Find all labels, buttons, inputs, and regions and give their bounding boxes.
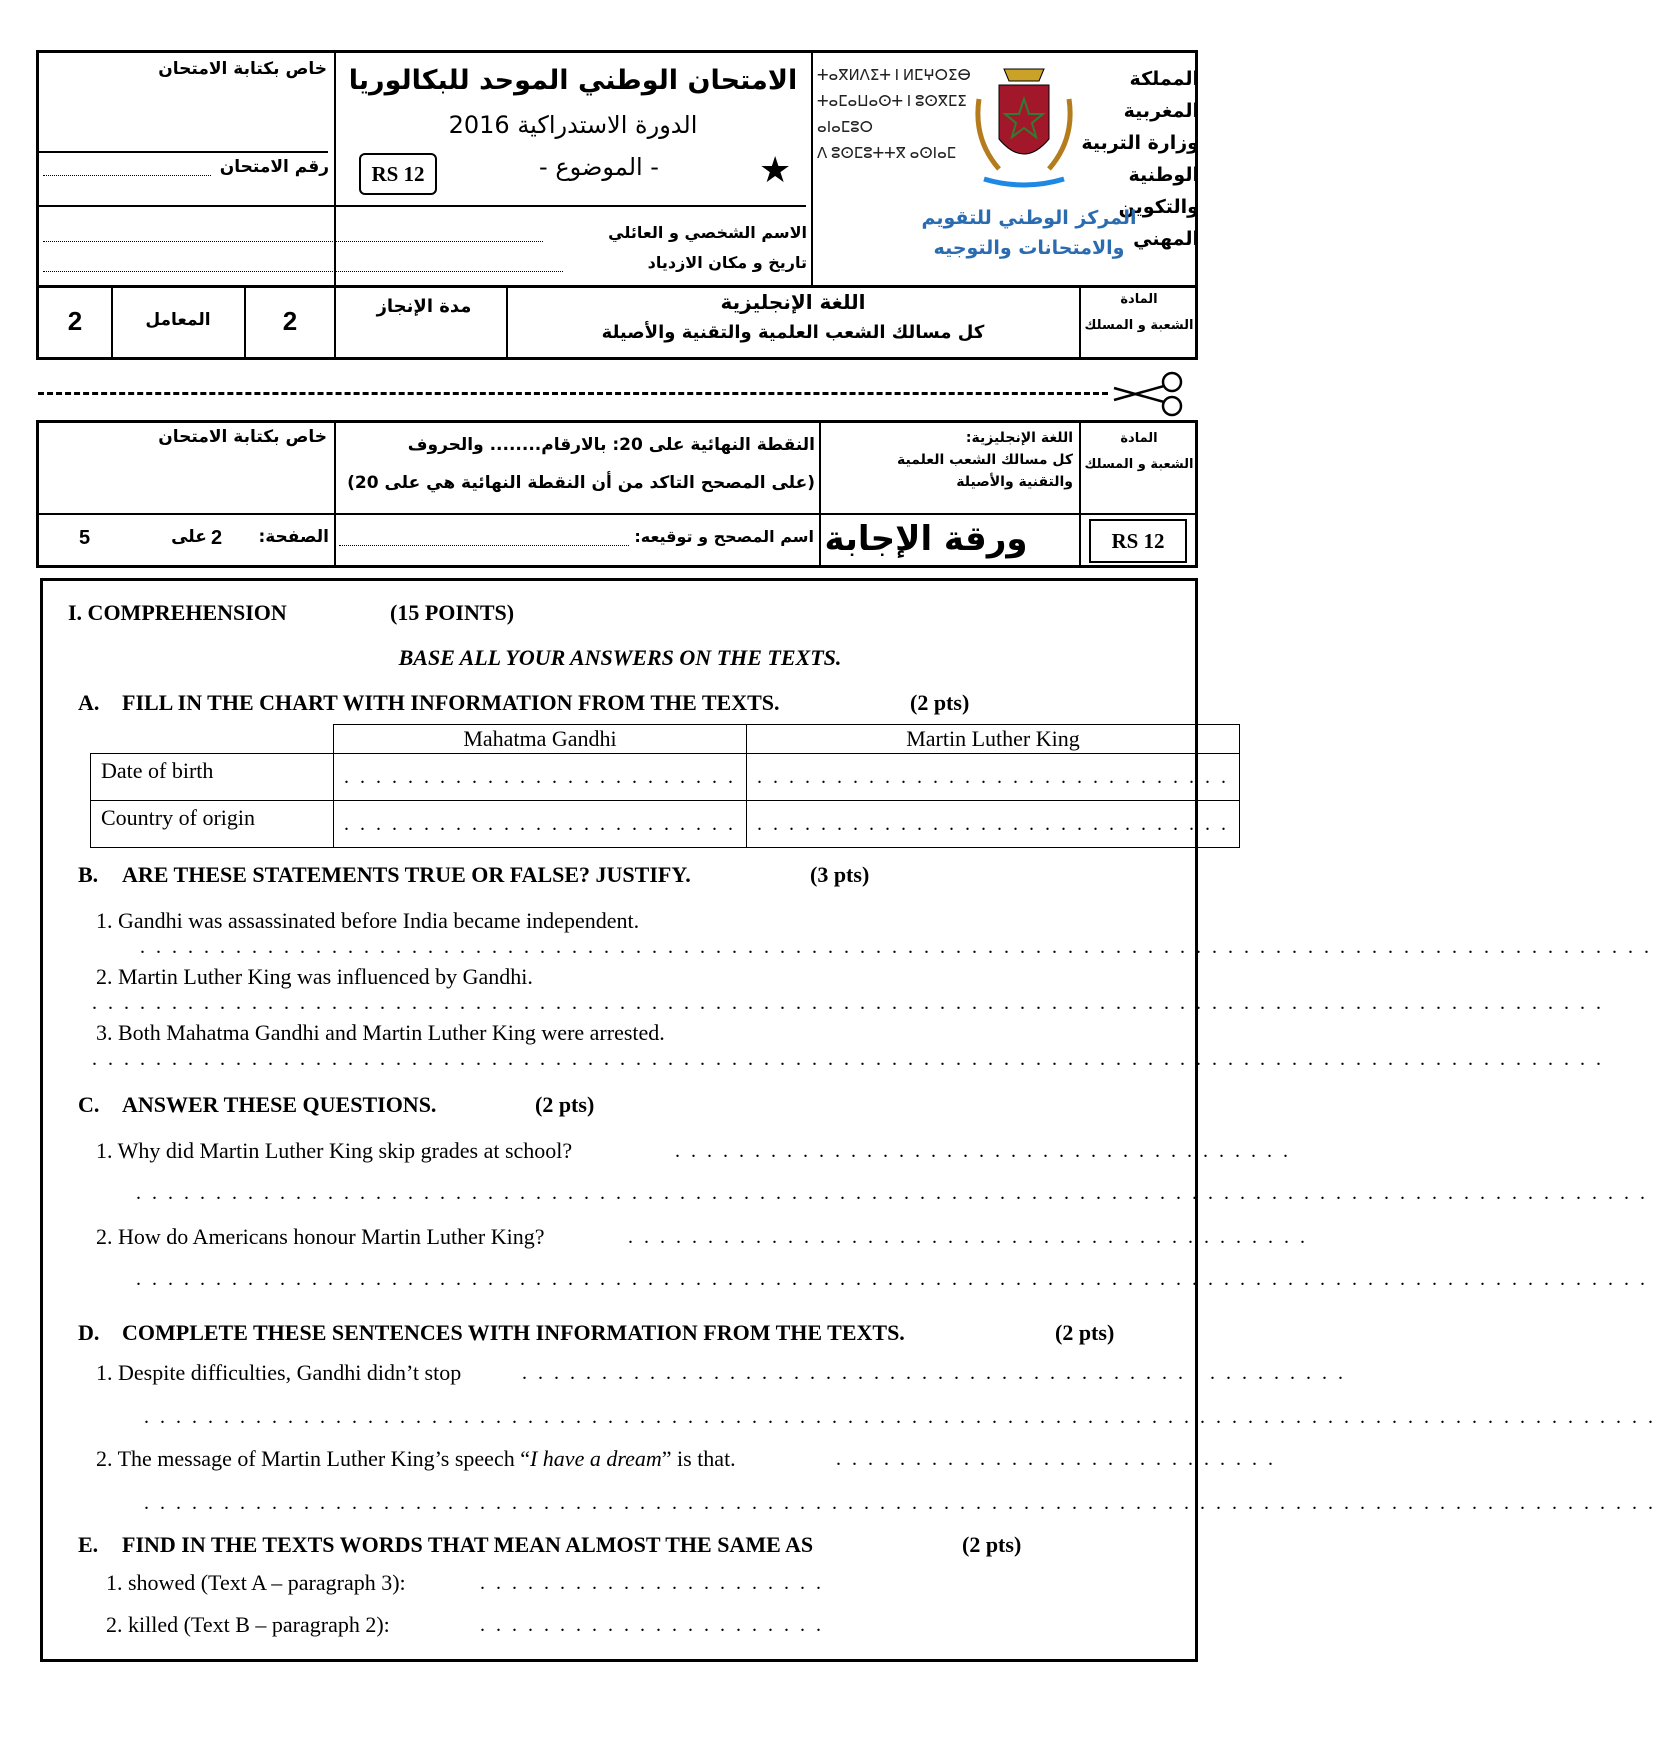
part-c-label: C.: [78, 1092, 100, 1117]
part-c-title: ANSWER THESE QUESTIONS.: [122, 1092, 437, 1117]
birth-field[interactable]: [43, 271, 563, 272]
king-country-field[interactable]: . . . . . . . . . . . . . . . . . . . . . . . . . . . . . .: [747, 801, 1240, 848]
part-a-points: (2 pts): [910, 690, 970, 715]
answer-field[interactable]: . . . . . . . . . . . . . . . . . . . . . . . . . . . . . . . . . . . . . . . . . . .: [628, 1226, 1308, 1248]
coefficient-label: المعامل: [145, 310, 211, 330]
part-e-title: FIND IN THE TEXTS WORDS THAT MEAN ALMOST THE SAME AS: [122, 1532, 814, 1557]
page-label: الصفحة:: [258, 527, 329, 547]
tf-statement: 3. Both Mahatma Gandhi and Martin Luther King were arrested.: [96, 1020, 665, 1045]
exam-number-label: رقم الامتحان: [219, 157, 329, 177]
corrector-signature-field[interactable]: [339, 545, 629, 546]
ministry-text: المملكة المغربية وزارة التربية الوطنية والتكوين المهني: [1081, 68, 1199, 250]
corrector-note: (على المصحح التاكد من أن النقطة النهائية هي على 20): [347, 473, 815, 493]
part-e-points: (2 pts): [962, 1532, 1022, 1557]
exam-code-box: RS 12: [359, 153, 437, 195]
section-instruction: BASE ALL YOUR ANSWERS ON THE TEXTS.: [398, 645, 842, 670]
answer-field[interactable]: . . . . . . . . . . . . . . . . . . . . . . . . . . . . . . . . . . . . . . . . . . . . . . . . . . . . . . . . . . . . . . . . . . . . . . . . . . . . . . . . . . . . . . . . . . . . . . .: [136, 1268, 1648, 1290]
subject-row: [36, 288, 1198, 360]
chart-row-label: Date of birth: [91, 754, 334, 801]
synonym-answer-field[interactable]: . . . . . . . . . . . . . . . . . . . . . .: [480, 1614, 824, 1636]
subject-streams: كل مسالك الشعب العلمية والتقنية والأصيلة: [601, 322, 985, 343]
question: 1. Why did Martin Luther King skip grades at school?: [96, 1138, 573, 1163]
star-icon: ★: [759, 150, 792, 190]
corrector-name-label: اسم المصحح و توقيعه:: [634, 527, 814, 546]
answer-subject-label: المادة: [1120, 431, 1158, 446]
synonym-prompt: 1. showed (Text A – paragraph 3):: [106, 1570, 406, 1595]
answer-field[interactable]: . . . . . . . . . . . . . . . . . . . . . . . . . . . . . . . . . . . . . . .: [675, 1140, 1291, 1162]
tifinagh-text: ⵜⴰⴳⵍⴷⵉⵜ ⵏ ⵍⵎⵖⵔⵉⴱ ⵜⴰⵎⴰⵡⴰⵙⵜ ⵏ ⵓⵙⴳⵎⵉ ⴰⵏⴰⵎⵓⵔ ⴷ ⵓⵙⵎⵓⵜⵜⴳ ⴰⵙⵏⴰⵎ: [817, 68, 971, 162]
name-label: الاسم الشخصي و العائلي: [608, 223, 807, 242]
coefficient-value: 2: [67, 306, 83, 336]
gandhi-country-field[interactable]: . . . . . . . . . . . . . . . . . . . . . . . . .: [334, 801, 747, 848]
chart-row-label: Country of origin: [91, 801, 334, 848]
exam-header: [36, 50, 1198, 288]
tf-answer-field[interactable]: . . . . . . . . . . . . . . . . . . . . . . . . . . . . . . . . . . . . . . . . . . . . . . . . . . . . . . . . . . . . . . . . . . . . . . . . . . . . . . . . . . . . . . . . . . . . . . .: [140, 936, 1652, 958]
section-title: I. COMPREHENSION: [68, 600, 287, 625]
coat-of-arms-emblem: [969, 59, 1079, 199]
part-d-title: COMPLETE THESE SENTENCES WITH INFORMATION FROM THE TEXTS.: [122, 1320, 905, 1345]
tf-answer-field[interactable]: . . . . . . . . . . . . . . . . . . . . . . . . . . . . . . . . . . . . . . . . . . . . . . . . . . . . . . . . . . . . . . . . . . . . . . . . . . . . . . . . . . . . . . . . . . . . . . .: [92, 1048, 1604, 1070]
synonym-answer-field[interactable]: . . . . . . . . . . . . . . . . . . . . . .: [480, 1572, 824, 1594]
info-chart: [90, 724, 1240, 848]
exam-title: الامتحان الوطني الموحد للبكالوريا: [348, 65, 798, 96]
answer-sheet-header: [36, 420, 1198, 568]
part-a-title: FILL IN THE CHART WITH INFORMATION FROM THE TEXTS.: [122, 690, 780, 715]
duration-label: مدة الإنجاز: [376, 296, 472, 317]
part-c-points: (2 pts): [535, 1092, 595, 1117]
exam-number-field[interactable]: [43, 175, 211, 176]
page-number: 2: [211, 527, 223, 549]
scissors-icon: [1110, 372, 1190, 416]
session-label: الدورة الاستدراكية 2016: [448, 111, 698, 139]
page-of-label: على: [171, 527, 207, 547]
sentence-answer-field[interactable]: . . . . . . . . . . . . . . . . . . . . . . . . . . . . . . . . . . . . . . . . . . . . . . . . . . . . . . . . . . . . . . . . . . . . . . . . . . . . . . . . . . . . . . . . . . . . . . .: [144, 1492, 1656, 1514]
part-d-label: D.: [78, 1320, 100, 1345]
tf-statement: 1. Gandhi was assassinated before India became independent.: [96, 908, 640, 933]
subject-word: - الموضوع -: [539, 153, 659, 181]
part-a-label: A.: [78, 690, 100, 715]
birth-label: تاريخ و مكان الازدياد: [647, 253, 807, 272]
duration-value: 2: [282, 306, 298, 336]
answer-code-box: RS 12: [1089, 519, 1187, 563]
sentence-answer-field[interactable]: . . . . . . . . . . . . . . . . . . . . . . . . . . . .: [836, 1448, 1276, 1470]
stream-label: الشعبة و المسلك: [1084, 318, 1194, 333]
sentence-prompt: 2. The message of Martin Luther King’s speech “I have a dream” is that.: [96, 1446, 736, 1471]
gandhi-birth-field[interactable]: . . . . . . . . . . . . . . . . . . . . . . . . .: [334, 754, 747, 801]
name-field[interactable]: [43, 241, 543, 242]
king-birth-field[interactable]: . . . . . . . . . . . . . . . . . . . . . . . . . . . . . .: [747, 754, 1240, 801]
reserved-label-2: خاص بكتابة الامتحان: [158, 427, 327, 447]
answer-stream-label: الشعبة و المسلك: [1084, 457, 1194, 472]
chart-col-king: Martin Luther King: [747, 725, 1240, 754]
answer-field[interactable]: . . . . . . . . . . . . . . . . . . . . . . . . . . . . . . . . . . . . . . . . . . . . . . . . . . . . . . . . . . . . . . . . . . . . . . . . . . . . . . . . . . . . . . . . . . . . . . .: [136, 1182, 1648, 1204]
reserved-label: خاص بكتابة الامتحان: [158, 59, 327, 79]
answer-sheet-title: ورقة الإجابة: [824, 519, 1028, 559]
sentence-answer-field[interactable]: . . . . . . . . . . . . . . . . . . . . . . . . . . . . . . . . . . . . . . . . . . . . . . . . . . . . . . . . . . . . . . . . . . . . . . . . . . . . . . . . . . . . . . . . . . . . . . .: [144, 1406, 1656, 1428]
tf-answer-field[interactable]: . . . . . . . . . . . . . . . . . . . . . . . . . . . . . . . . . . . . . . . . . . . . . . . . . . . . . . . . . . . . . . . . . . . . . . . . . . . . . . . . . . . . . . . . . . . . . . .: [92, 992, 1604, 1014]
final-score-label: النقطة النهائية على 20: بالارقام........ والحروف: [407, 435, 815, 455]
synonym-prompt: 2. killed (Text B – paragraph 2):: [106, 1612, 390, 1637]
answer-subject-block: اللغة الإنجليزية: كل مسالك الشعب العلمية والتقنية والأصيلة: [896, 430, 1073, 490]
part-e-label: E.: [78, 1532, 99, 1557]
question: 2. How do Americans honour Martin Luther King?: [96, 1224, 545, 1249]
cut-line: [38, 392, 1108, 395]
tf-statement: 2. Martin Luther King was influenced by Gandhi.: [96, 964, 533, 989]
part-b-title: ARE THESE STATEMENTS TRUE OR FALSE? JUSTIFY.: [122, 862, 691, 887]
chart-col-gandhi: Mahatma Gandhi: [334, 725, 747, 754]
part-d-points: (2 pts): [1055, 1320, 1115, 1345]
chart-row-country: [91, 801, 1240, 848]
sentence-answer-field[interactable]: . . . . . . . . . . . . . . . . . . . . . . . . . . . . . . . . . . . . . . . . . . . . . . . . . . . .: [522, 1362, 1346, 1384]
part-b-label: B.: [78, 862, 99, 887]
sentence-prompt: 1. Despite difficulties, Gandhi didn’t stop: [96, 1360, 462, 1385]
chart-row-birth: [91, 754, 1240, 801]
chart-header-row: [91, 725, 1240, 754]
subject-name: اللغة الإنجليزية: [720, 290, 866, 314]
center-name: المركز الوطني للتقويم والامتحانات والتوجيه: [921, 207, 1137, 259]
page-total: 5: [79, 527, 91, 549]
part-b-points: (3 pts): [810, 862, 870, 887]
subject-label: المادة: [1120, 292, 1158, 307]
section-points: (15 POINTS): [390, 600, 515, 625]
